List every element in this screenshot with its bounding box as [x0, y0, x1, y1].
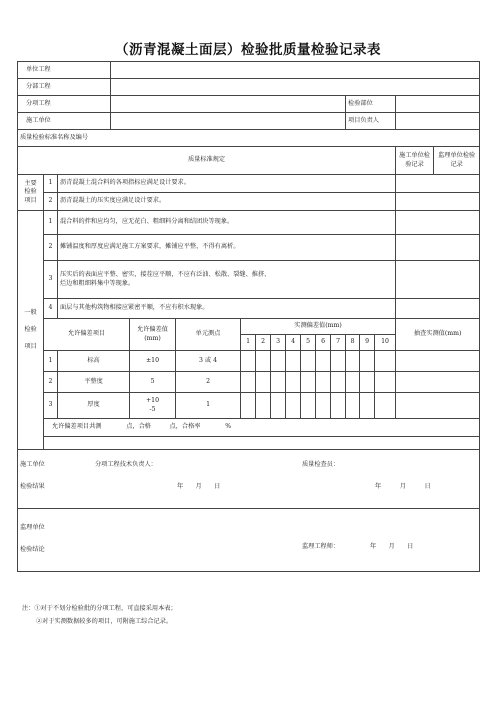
measured-cell[interactable] [271, 393, 286, 419]
subdivision-project-label: 分项工程 [18, 96, 111, 113]
item-number: 3 [44, 393, 58, 419]
measured-cell[interactable] [346, 372, 360, 393]
general-item-row [18, 211, 480, 235]
division-project-row [18, 79, 480, 96]
footnote-2: ②对于实测数据较多的项目，可附施工综合记录。 [36, 618, 173, 625]
unit-points-value: 1 [176, 393, 241, 419]
construction-record-cell[interactable] [396, 299, 480, 319]
quality-standard-header: 质量标准规定 [18, 147, 396, 175]
deviation-header-row [18, 319, 480, 335]
deviation-row-elevation [18, 351, 480, 372]
unit-points-header: 单元测点 [176, 319, 241, 351]
measurement-number: 6 [316, 335, 331, 351]
blank-row [18, 437, 480, 447]
construction-unit-row [18, 113, 480, 130]
deviation-summary-row [18, 419, 480, 437]
measured-cell[interactable] [331, 393, 346, 419]
measurement-number: 3 [271, 335, 286, 351]
item-number: 4 [44, 299, 58, 319]
measured-cell[interactable] [375, 351, 396, 372]
measured-cell[interactable] [256, 393, 271, 419]
inspection-location-label: 检验部位 [346, 96, 396, 113]
measured-cell[interactable] [346, 393, 360, 419]
measured-cell[interactable] [271, 372, 286, 393]
footnote-1: 注：①对于不划分检验批的分项工程，可直接采用本表； [22, 605, 177, 612]
standard-name-row [18, 130, 480, 147]
construction-record-cell[interactable] [396, 261, 480, 299]
division-project-value[interactable] [111, 79, 480, 96]
date-right: 年 月 日 [375, 483, 431, 490]
item-number: 3 [44, 261, 58, 299]
deviation-row-thickness [18, 393, 480, 419]
unit-points-value: 2 [176, 372, 241, 393]
item-number: 1 [44, 175, 58, 193]
item-number: 2 [44, 193, 58, 211]
sample-measured-header: 抽查实测值(mm) [396, 319, 480, 351]
measurement-number: 4 [286, 335, 301, 351]
supervision-result-row [18, 509, 480, 572]
construction-record-cell[interactable] [396, 235, 480, 261]
division-project-label: 分部工程 [18, 79, 111, 96]
supervision-date: 年 月 日 [370, 543, 414, 550]
subdivision-project-row [18, 96, 480, 113]
deviation-summary: 允许偏差项目共测 点，合格 点，合格率 % [44, 419, 480, 437]
measurement-number: 10 [375, 335, 396, 351]
page-title: （沥青混凝土面层）检验批质量检验记录表 [115, 42, 381, 58]
measured-deviation-header: 实测偏差值(mm) [241, 319, 396, 335]
unit-project-label: 单位工程 [18, 62, 111, 79]
construction-unit-value[interactable] [111, 113, 346, 130]
date-left: 年 月 日 [177, 483, 221, 490]
supervision-result-label: 检验结论 [20, 546, 45, 553]
measured-cell[interactable] [241, 393, 256, 419]
measured-cell[interactable] [301, 351, 316, 372]
measurement-number: 7 [331, 335, 346, 351]
item-number: 2 [44, 235, 58, 261]
deviation-item-name: 平整度 [58, 372, 130, 393]
general-item-label: 一般 检验 项目 [18, 211, 44, 450]
measured-cell[interactable] [301, 372, 316, 393]
construction-unit-label: 施工单位 [18, 113, 111, 130]
measurement-number: 9 [360, 335, 375, 351]
supervision-record-header: 监理单位检验记录 [434, 147, 480, 175]
subdivision-project-value[interactable] [111, 96, 346, 113]
supervision-engineer-label: 监理工程师： [302, 543, 340, 550]
item-number: 2 [44, 372, 58, 393]
construction-record-cell[interactable] [396, 211, 480, 235]
measured-cell[interactable] [375, 393, 396, 419]
supervision-result-label: 监理单位 [20, 524, 45, 531]
item-text: 混合料的拌和应均匀，应无花白、粗细料分离和结团块等现象。 [58, 211, 396, 235]
measured-cell[interactable] [316, 393, 331, 419]
measured-cell[interactable] [331, 372, 346, 393]
quality-inspector-label: 质量检查员： [302, 461, 340, 468]
item-number: 1 [44, 351, 58, 372]
standard-name-label: 质量检验标准名称及编号 [18, 130, 480, 147]
measured-cell[interactable] [286, 351, 301, 372]
tolerance-header: 允许偏差值 (mm) [130, 319, 176, 351]
deviation-item-header: 允许偏差项目 [44, 319, 130, 351]
construction-result-label: 施工单位 [20, 461, 45, 468]
measurement-number: 2 [256, 335, 271, 351]
item-text: 摊铺温度和厚度应满足施工方案要求，摊铺应平整，不得有离析。 [58, 235, 396, 261]
tolerance-value: 5 [130, 372, 176, 393]
footnotes [22, 602, 177, 628]
measured-cell[interactable] [316, 372, 331, 393]
deviation-item-name: 厚度 [58, 393, 130, 419]
tolerance-value: ±10 [130, 351, 176, 372]
unit-project-value[interactable] [111, 62, 480, 79]
deviation-item-name: 标高 [58, 351, 130, 372]
sample-measured-cell[interactable] [396, 372, 480, 393]
measured-cell[interactable] [271, 351, 286, 372]
measurement-number: 1 [241, 335, 256, 351]
sample-measured-cell[interactable] [396, 351, 480, 372]
measured-cell[interactable] [360, 351, 375, 372]
tolerance-value: +10 -5 [130, 393, 176, 419]
unit-points-value: 3 或 4 [176, 351, 241, 372]
measured-cell[interactable] [360, 393, 375, 419]
construction-record-cell[interactable] [396, 193, 480, 211]
project-manager-label: 项目负责人 [346, 113, 396, 130]
measured-cell[interactable] [360, 372, 375, 393]
item-number: 1 [44, 211, 58, 235]
blank-cell [44, 437, 480, 447]
project-manager-value[interactable] [396, 113, 480, 130]
construction-result-row [18, 450, 480, 509]
general-item-row [18, 261, 480, 299]
measured-cell[interactable] [301, 393, 316, 419]
inspection-location-value[interactable] [396, 96, 480, 113]
general-item-row [18, 299, 480, 319]
main-control-label: 主要 检验 项目 [18, 175, 44, 211]
measured-cell[interactable] [241, 372, 256, 393]
construction-result-cell[interactable] [18, 450, 480, 509]
general-item-row [18, 235, 480, 261]
measured-cell[interactable] [286, 393, 301, 419]
sample-measured-cell[interactable] [396, 393, 480, 419]
column-header-row [18, 147, 480, 175]
construction-record-header: 施工单位检验记录 [396, 147, 434, 175]
construction-result-label: 检验结果 [20, 483, 45, 490]
item-text: 压实后的表面应平整、密实，接茬应平顺，不应有泛油、松散、裂缝、推挤、 烂边和粗细料集中等现象。 [58, 261, 396, 299]
deviation-row-flatness [18, 372, 480, 393]
main-item-row [18, 193, 480, 211]
inspection-record-table [17, 61, 480, 572]
measurement-number: 5 [301, 335, 316, 351]
item-text: 沥青混凝土混合料的各项指标应满足设计要求。 [58, 175, 396, 193]
measurement-number: 8 [346, 335, 360, 351]
measured-cell[interactable] [286, 372, 301, 393]
construction-record-cell[interactable] [396, 175, 480, 193]
measured-cell[interactable] [256, 351, 271, 372]
item-text: 面层与其他构筑物相接应紧密平顺，不应有积水现象。 [58, 299, 396, 319]
measured-cell[interactable] [331, 351, 346, 372]
measured-cell[interactable] [375, 372, 396, 393]
main-item-row [18, 175, 480, 193]
unit-project-row [18, 62, 480, 79]
measured-cell[interactable] [346, 351, 360, 372]
supervision-result-cell[interactable] [18, 509, 480, 572]
measured-cell[interactable] [241, 351, 256, 372]
item-text: 沥青混凝土的压实度应满足设计要求。 [58, 193, 396, 211]
measured-cell[interactable] [256, 372, 271, 393]
measured-cell[interactable] [316, 351, 331, 372]
tech-leader-label: 分项工程技术负责人： [95, 461, 157, 468]
